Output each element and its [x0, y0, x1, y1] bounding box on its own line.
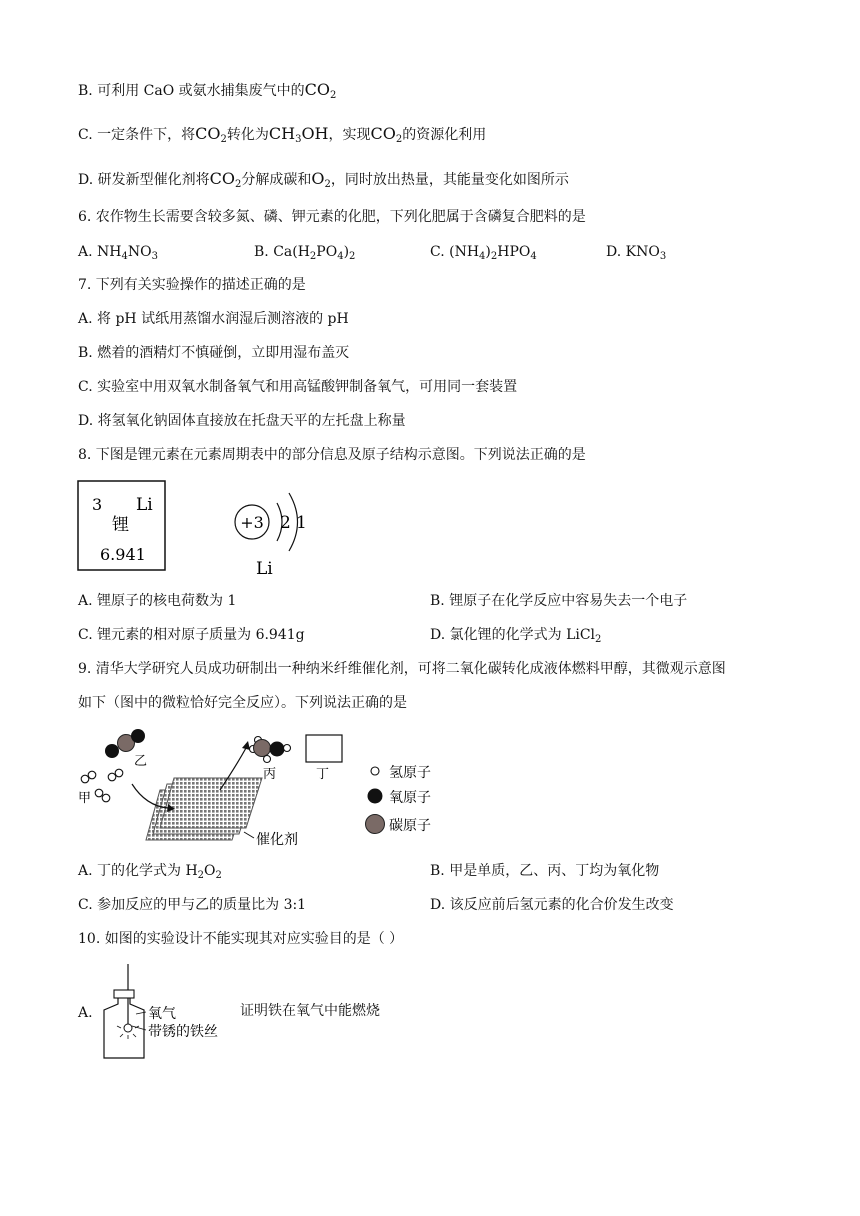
- option-6d: D. $KNO_3$: [606, 244, 667, 262]
- option-8a: A. 锂原子的核电荷数为 1: [78, 593, 237, 609]
- oxygen-bottle-figure: [96, 960, 246, 1064]
- shell-1-electrons: 2: [280, 513, 291, 533]
- question-6-stem: 6. 农作物生长需要含较多氮、磷、钾元素的化肥，下列化肥属于含磷复合肥料的是: [78, 209, 586, 225]
- label-jia: 甲: [78, 791, 92, 806]
- atomic-mass: 6.941: [100, 545, 146, 564]
- legend-oxygen: 氧原子: [389, 790, 431, 806]
- label-catalyst: 催化剂: [256, 832, 298, 848]
- element-name: 锂: [112, 515, 129, 535]
- option-7d: D. 将氢氧化钠固体直接放在托盘天平的左托盘上称量: [78, 413, 406, 429]
- option-6c: C. $(NH_4)_2HPO_4$: [430, 244, 537, 262]
- element-symbol: Li: [136, 495, 153, 515]
- option-10a-label: A.: [78, 1005, 93, 1021]
- option-6a: A. $NH_4NO_3$: [78, 244, 158, 262]
- label-ding: 丁: [316, 767, 330, 782]
- option-7c: C. 实验室中用双氧水制备氧气和用高锰酸钾制备氧气，可用同一套装置: [78, 379, 518, 395]
- reaction-micro-diagram: [76, 726, 446, 850]
- legend-carbon: 碳原子: [389, 818, 431, 834]
- nucleus-charge: +3: [240, 513, 264, 532]
- option-10a-purpose: 证明铁在氧气中能燃烧: [240, 1003, 380, 1019]
- option-5d: D. 研发新型催化剂将$CO_2$分解成碳和$O_2$，同时放出热量，其能量变化如图所示: [78, 169, 569, 190]
- option-5b: B. 可利用 CaO 或氨水捕集废气中的$CO_2$: [78, 80, 337, 101]
- atom-label: Li: [256, 559, 273, 579]
- question-8-stem: 8. 下图是锂元素在元素周期表中的部分信息及原子结构示意图。下列说法正确的是: [78, 447, 586, 463]
- label-rusty-iron-wire: 带锈的铁丝: [148, 1024, 218, 1040]
- lithium-figure: [74, 478, 307, 582]
- question-7-stem: 7. 下列有关实验操作的描述正确的是: [78, 277, 306, 293]
- question-10-stem: 10. 如图的实验设计不能实现其对应实验目的是（ ）: [78, 931, 404, 947]
- option-9d: D. 该反应前后氢元素的化合价发生改变: [430, 897, 674, 913]
- option-9c: C. 参加反应的甲与乙的质量比为 3:1: [78, 897, 307, 913]
- option-8c: C. 锂元素的相对原子质量为 6.941g: [78, 627, 305, 643]
- question-9-stem-line-2: 如下（图中的微粒恰好完全反应）。下列说法正确的是: [78, 695, 407, 711]
- option-6b: B. $Ca(H_2PO_4)_2$: [254, 244, 356, 262]
- shell-2-electrons: 1: [296, 513, 307, 533]
- legend-hydrogen: 氢原子: [389, 765, 431, 781]
- label-bing: 丙: [263, 767, 277, 782]
- option-7a: A. 将 pH 试纸用蒸馏水润湿后测溶液的 pH: [78, 311, 349, 327]
- option-9a: A. 丁的化学式为 $H_2O_2$: [78, 863, 222, 881]
- label-oxygen: 氧气: [148, 1006, 176, 1022]
- label-yi: 乙: [134, 754, 148, 769]
- atomic-number: 3: [92, 495, 103, 514]
- option-9b: B. 甲是单质，乙、丙、丁均为氧化物: [430, 863, 660, 879]
- option-5c: C. 一定条件下，将$CO_2$转化为$CH_3OH$，实现$CO_2$的资源化利用: [78, 124, 487, 145]
- option-7b: B. 燃着的酒精灯不慎碰倒，立即用湿布盖灭: [78, 345, 350, 361]
- option-8d: D. 氯化锂的化学式为 LiCl$_2$: [430, 627, 602, 645]
- question-9-stem-line-1: 9. 清华大学研究人员成功研制出一种纳米纤维催化剂，可将二氧化碳转化成液体燃料甲醇，其微观示意图: [78, 661, 726, 677]
- option-8b: B. 锂原子在化学反应中容易失去一个电子: [430, 593, 688, 609]
